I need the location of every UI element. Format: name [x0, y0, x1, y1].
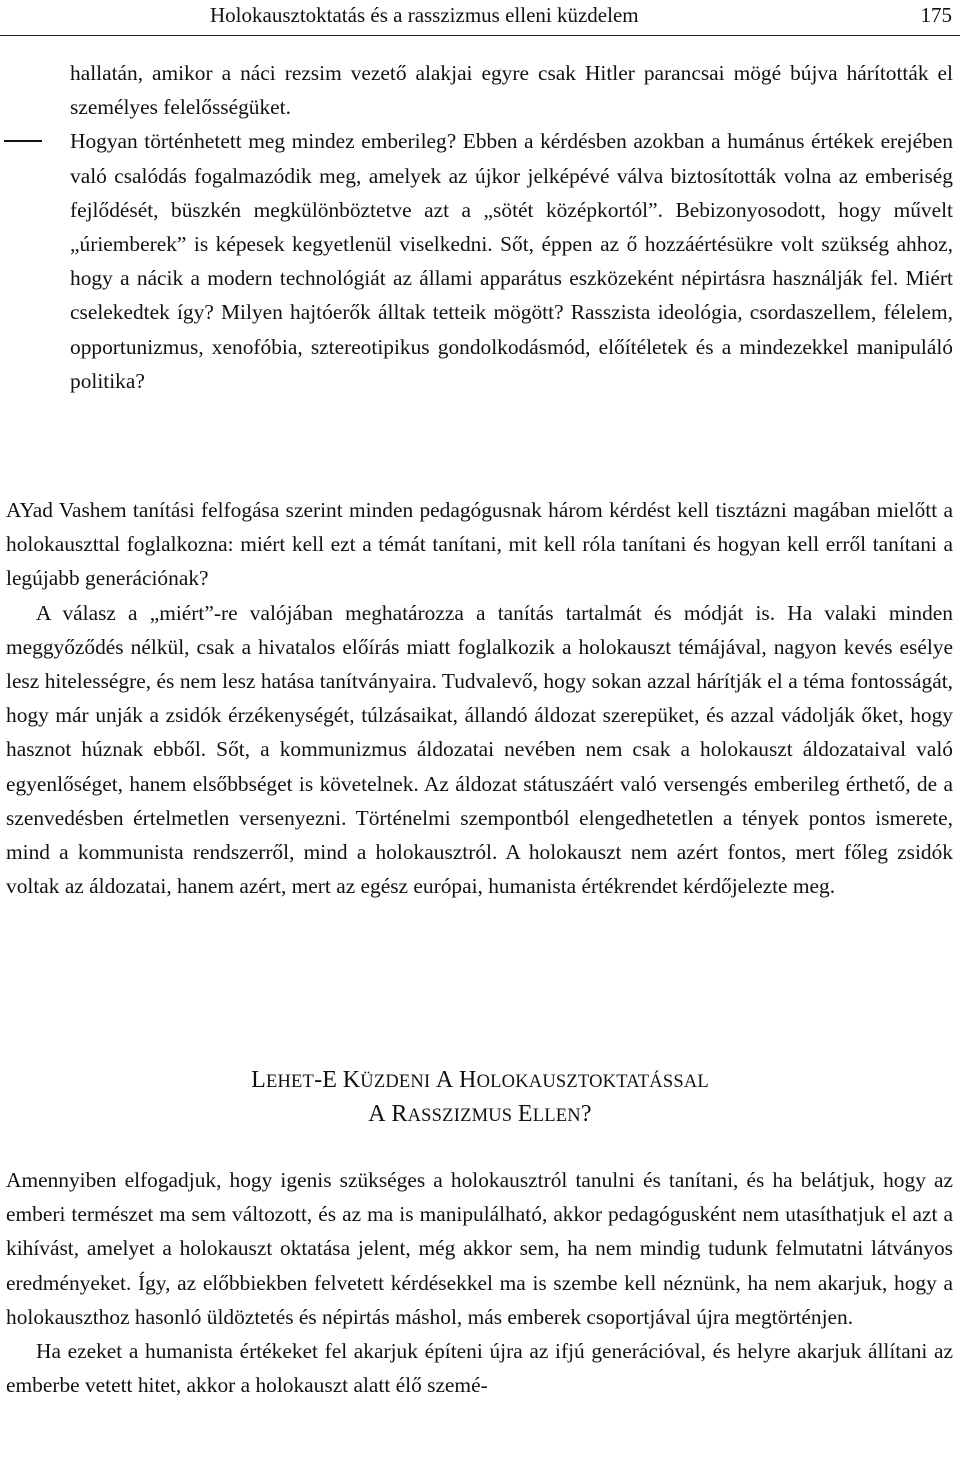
- body-paragraph-2: A válasz a „miért”-re valójában meghatározza a tanítás tartalmát és módját is. Ha valaki minden meggyőződés nélkül, csak a hivatalos előírás miatt foglalkozik a holokauszt témájával, nagyon kevés esélye lesz hitelességre, és nem lesz hatása tanítványaira. Tudvalevő, hogy sokan azzal hárítják el a téma fontosságát, hogy már unják a zsidók érzékenységét, túlzásaikat, állandó áldozat szerepüket, és azzal vádolják őket, hogy hasznot húznak ebből. Sőt, a kommunizmus áldozatai nevében nem csak a holokauszt áldozataival való egyenlőséget, hanem elsőbbséget is követelnek. Az áldozat státuszáért való versengés emberileg érthető, de a szenvedésben értelmetlen versenyezni. Történelmi szempontból elengedhetetlen a tények pontos ismerete, mind a kommunista rendszerről, mind a holokausztról. A holokauszt nem azért fontos, mert főleg zsidók voltak az áldozatai, hanem azért, mert az egész európai, humanista értékrendet kérdőjelezte meg.: [6, 600, 953, 899]
- quote-paragraph-1: hallatán, amikor a náci rezsim vezető alakjai egyre csak Hitler parancsai mögé bújva hárították el személyes felelősségüket.: [70, 61, 953, 120]
- page-header: [0, 0, 960, 36]
- body-section-1: [6, 493, 953, 903]
- page-number: 175: [920, 3, 952, 27]
- body-paragraph-3: Amennyiben elfogadjuk, hogy igenis szükséges a holokausztról tanulni és tanítani, és ha belátjuk, hogy az emberi természet ma sem változott, és az ma is manipulálható, akkor pedagógusként nem utasíthatjuk el azt a kihívást, amelyet a holokauszt oktatása jelent, még akkor sem, ha nem mindig tudunk felmutatni látványos eredményeket. Így, az előbbiekben felvetett kérdésekkel ma is szembe kell néznünk, ha nem akarjuk, hogy a holokauszthoz hasonló üldöztetés és népirtás máshol, más emberek csoportjával újra megtörténjen.: [6, 1168, 953, 1329]
- body-section-2: [6, 1163, 953, 1402]
- running-title: Holokausztoktatás és a rasszizmus elleni küzdelem: [210, 3, 639, 27]
- body-paragraph-1: AYad Vashem tanítási felfogása szerint minden pedagógusnak három kérdést kell tisztázni magában mielőtt a holokauszttal foglalkozna: miért kell ezt a témát tanítani, mit kell róla tanítani és hogyan kell erről tanítani a legújabb generációnak?: [6, 498, 953, 591]
- body-paragraph-4: Ha ezeket a humanista értékeket fel akarjuk építeni újra az ifjú generációval, és helyre akarjuk állítani az emberbe vetett hitet, akkor a holokauszt alatt élő szemé-: [6, 1339, 953, 1398]
- dash-bullet-icon: [4, 140, 42, 142]
- dash-list-item: [70, 124, 953, 398]
- section-heading-line-2: A RASSZIZMUS ELLEN?: [368, 1101, 592, 1127]
- quote-paragraph-2: Hogyan történhetett meg mindez emberileg? Ebben a kérdésben azokban a humánus értékek erejében való csalódás fogalmazódik meg, amelyek az újkor jelképévé válva biztosították volna az emberiség fejlődését, büszkén megkülönböztetve azt a „sötét középkortól”. Bebizonyosodott, hogy művelt „úriemberek” is képesek kegyetlenül viselkedni. Sőt, éppen az ő hozzáértésükre volt szükség ahhoz, hogy a nácik a modern technológiát az állami apparátus eszközeként népirtásra használják fel. Miért cselekedtek így? Milyen hajtóerők álltak tetteik mögött? Rasszista ideológia, csordaszellem, félelem, opportunizmus, xenofóbia, sztereotipikus gondolkodásmód, előítéletek és a mindezekkel manipuláló politika?: [70, 129, 953, 393]
- indented-quote-block: [70, 56, 953, 398]
- section-heading-line-1: LEHET-E KÜZDENI A HOLOKAUSZTOKTATÁSSAL: [251, 1067, 709, 1093]
